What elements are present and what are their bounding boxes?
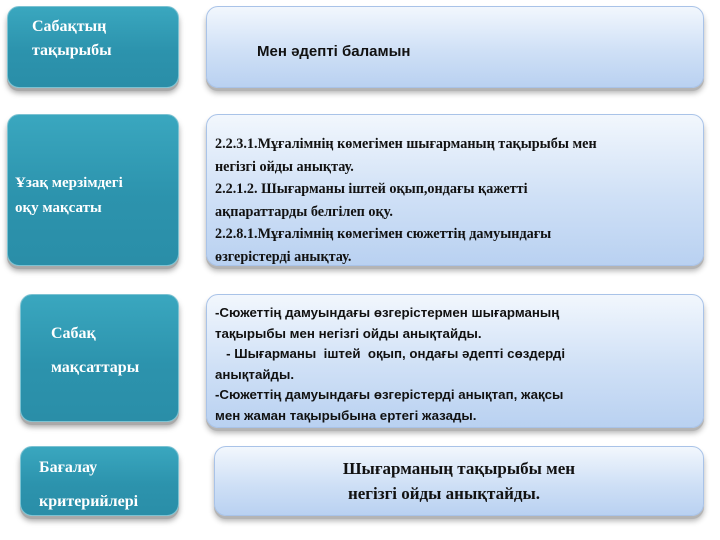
content-long-term-objectives <box>215 133 597 268</box>
objective-line: 2.2.8.1.Мұғалімнің көмегімен сюжеттің дамуындағы <box>215 226 552 242</box>
objective-line: негізгі ойды анықтау. <box>215 158 354 175</box>
lesson-objective-line: - Шығарманы іштей оқып, ондағы әдепті сөздерді <box>215 346 566 361</box>
lesson-objective-line: анықтайды. <box>215 366 295 382</box>
label-box-lesson-objectives <box>20 294 179 422</box>
lesson-objective-line: мен жаман тақырыбына ертегі жазады. <box>215 407 477 423</box>
label-lesson-objectives: Сабақ мақсаттары <box>51 325 140 376</box>
lesson-objective-line: -Сюжеттің дамуындағы өзгерістерді анықтап, жақсы <box>215 387 564 402</box>
label-topic: Сабақтың тақырыбы <box>32 18 112 59</box>
objective-line: ақпараттарды белгілеп оқу. <box>215 203 393 220</box>
criteria-line: негізгі ойды анықтайды. <box>347 484 541 503</box>
lesson-objective-line: -Сюжеттің дамуындағы өзгерістермен шығарманың <box>215 305 560 320</box>
objective-line: өзгерістерді анықтау. <box>215 248 352 265</box>
content-box-assessment-criteria <box>214 446 704 516</box>
content-box-lesson-objectives <box>206 294 704 428</box>
label-box-topic <box>7 6 179 88</box>
label-long-term-objectives: Ұзақ мерзімдегі оқу мақсаты <box>15 175 123 216</box>
content-assessment-criteria <box>215 456 703 506</box>
criteria-line: Шығарманың тақырыбы мен <box>342 459 576 478</box>
content-box-long-term-objectives <box>206 114 704 266</box>
content-box-topic <box>206 6 704 88</box>
lesson-objective-line: тақырыбы мен негізгі ойды анықтайды. <box>215 325 482 341</box>
objective-line: 2.2.1.2. Шығарманы іштей оқып,ондағы қажетті <box>215 181 528 197</box>
content-lesson-objectives <box>215 303 565 426</box>
content-topic-line-0: Мен әдепті баламын <box>257 43 411 60</box>
label-box-assessment-criteria <box>20 446 179 516</box>
objective-line: 2.2.3.1.Мұғалімнің көмегімен шығарманың тақырыбы мен <box>215 136 597 152</box>
label-assessment-criteria: Бағалау критерийлері <box>39 459 139 510</box>
label-box-long-term-objectives <box>7 114 179 266</box>
